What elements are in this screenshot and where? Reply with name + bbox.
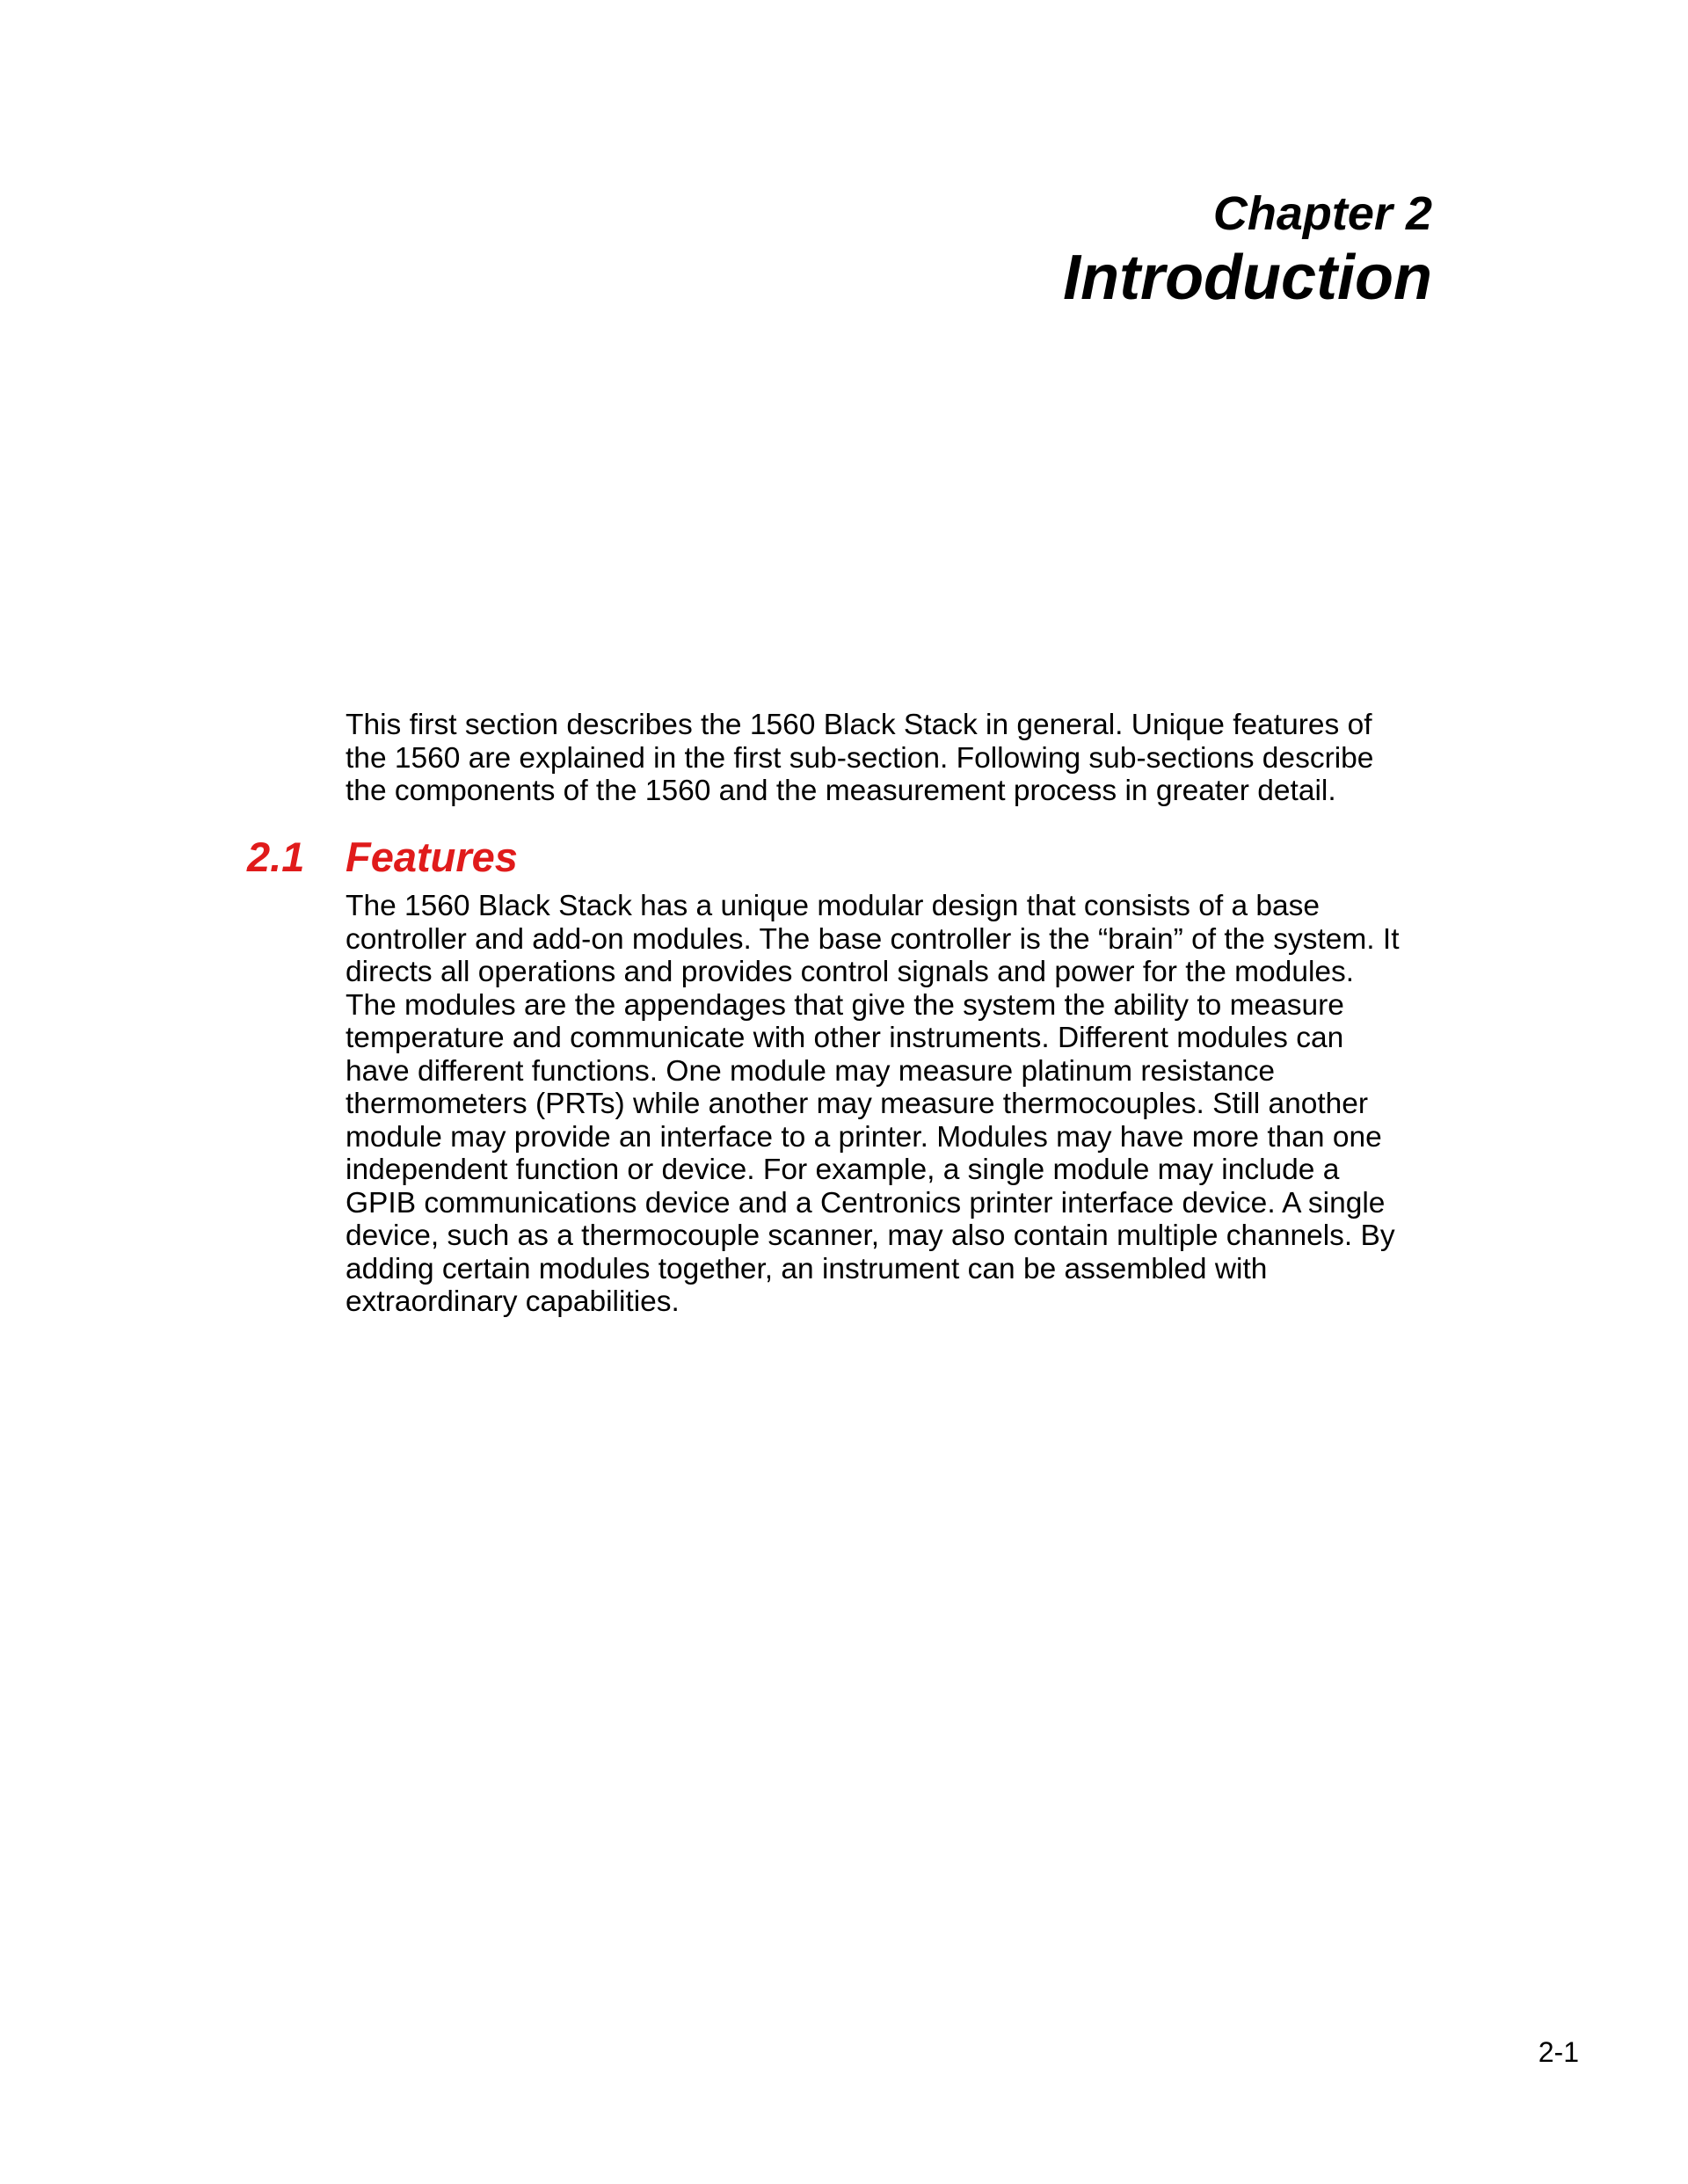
intro-line: the components of the 1560 and the measurement process in greater detail.	[346, 775, 1336, 807]
features-line: independent function or device. For example, a single module may include a	[346, 1154, 1340, 1186]
chapter-label: Chapter 2	[1212, 187, 1432, 240]
chapter-heading	[1063, 186, 1432, 315]
features-line: The 1560 Black Stack has a unique modular design that consists of a base	[346, 890, 1321, 922]
intro-line: This first section describes the 1560 Black Stack in general. Unique features of	[346, 709, 1372, 741]
features-line: module may provide an interface to a printer. Modules may have more than one	[346, 1120, 1382, 1154]
section-number: 2.1	[247, 834, 305, 880]
section-heading	[247, 834, 518, 881]
features-line: The modules are the appendages that give the system the ability to measure	[346, 988, 1344, 1022]
intro-line: the 1560 are explained in the first sub-section. Following sub-sections describe	[346, 741, 1374, 775]
intro-paragraph	[346, 709, 1453, 808]
features-line: adding certain modules together, an instrument can be assembled with	[346, 1252, 1268, 1285]
features-line: controller and add-on modules. The base controller is the “brain” of the system. It	[346, 922, 1400, 956]
page-number: 2-1	[1538, 2036, 1579, 2068]
features-line: have different functions. One module may measure platinum resistance	[346, 1054, 1276, 1088]
features-line: directs all operations and provides control signals and power for the modules.	[346, 956, 1355, 988]
features-line: temperature and communicate with other instruments. Different modules can	[346, 1022, 1344, 1054]
features-line: GPIB communications device and a Centronics printer interface device. A single	[346, 1186, 1386, 1219]
features-line: extraordinary capabilities.	[346, 1285, 680, 1318]
chapter-title: Introduction	[1063, 243, 1432, 313]
section-title: Features	[346, 834, 518, 880]
features-line: thermometers (PRTs) while another may measure thermocouples. Still another	[346, 1088, 1369, 1120]
features-line: device, such as a thermocouple scanner, may also contain multiple channels. By	[346, 1219, 1395, 1252]
features-paragraph	[346, 890, 1453, 1319]
